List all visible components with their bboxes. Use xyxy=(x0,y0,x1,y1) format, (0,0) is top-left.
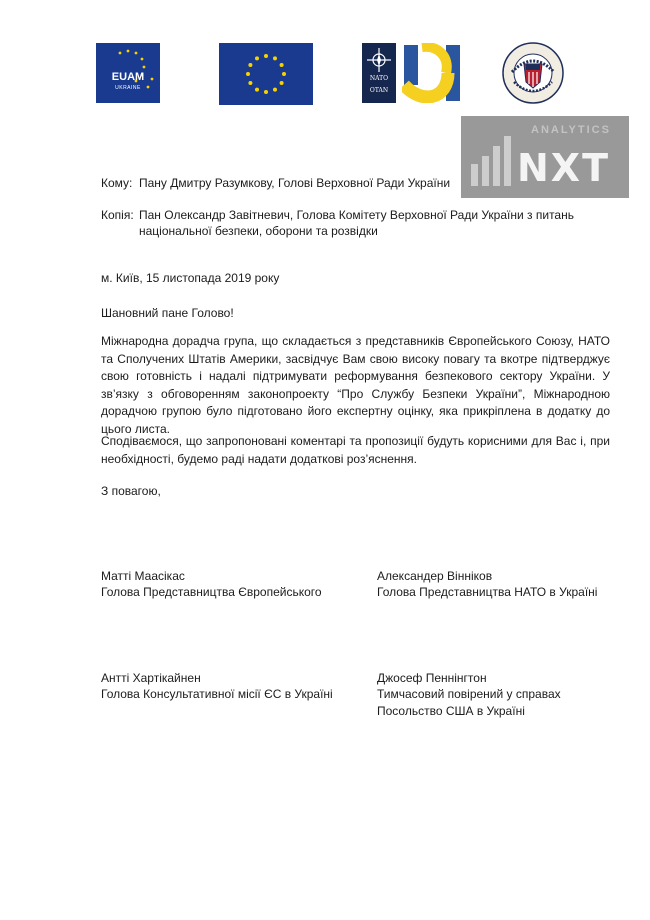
us-embassy-seal xyxy=(502,42,564,104)
signatory-title: Голова Представництва Європейського xyxy=(101,585,322,599)
euam-sub: UKRAINE xyxy=(115,85,141,91)
bar-chart-icon xyxy=(461,116,521,198)
euam-logo xyxy=(96,43,160,103)
ukraine-house-logo xyxy=(402,43,464,103)
cc-label: Копія: xyxy=(101,208,134,222)
eu-stars-icon xyxy=(219,43,313,105)
cc-line-1: Пан Олександр Завітневич, Голова Комітету Верховної Ради України з питань xyxy=(139,208,574,222)
body-paragraph-2: Сподіваємося, що запропоновані коментарі та пропозиції будуть корисними для Вас і, при необхідності, будемо раді надати додаткові роз’яснення. xyxy=(101,434,610,466)
nxt-watermark xyxy=(461,116,629,198)
watermark-big-text: NXT xyxy=(517,146,611,190)
watermark-small-text: ANALYTICS xyxy=(531,124,611,136)
signatory-title-2: Посольство США в Україні xyxy=(377,704,525,718)
to-label: Кому: xyxy=(101,176,133,190)
eu-flag-logo xyxy=(219,43,313,105)
signatory-name: Александер Вінніков xyxy=(377,569,493,583)
closing: З повагою, xyxy=(101,484,161,498)
cc-line-2: національної безпеки, оборони та розвідки xyxy=(139,224,378,238)
nato-label: NATO xyxy=(369,75,389,82)
date-line: м. Київ, 15 листопада 2019 року xyxy=(101,271,280,285)
nato-compass-icon xyxy=(362,45,396,75)
signatory-name: Антті Хартікайнен xyxy=(101,671,201,685)
house-emblem-icon xyxy=(402,43,464,103)
salutation: Шановний пане Голово! xyxy=(101,306,234,320)
us-seal-icon xyxy=(502,42,564,104)
otan-label: OTAN xyxy=(369,87,389,94)
body-paragraph-1: Міжнародна дорадча група, що складається з представників Європейського Союзу, НАТО та Сполучених Штатів Америки, засвідчує Вам свою високу повагу та вкотре підтверджує свою готовність і надалі підтримувати реформування безпекового сектору України. У зв’язку з обговоренням законопроекту “Про Службу Безпеки України”, Міжнародною дорадчою групою було підготовано його експертну оцінку, яка прикріплена в додатку до цього листа. xyxy=(101,334,610,436)
nato-logo xyxy=(362,43,396,103)
signatory-title: Голова Представництва НАТО в Україні xyxy=(377,585,598,599)
euam-name: EUAM xyxy=(111,71,145,83)
signatory-title: Тимчасовий повірений у справах xyxy=(377,687,561,701)
signatory-name: Матті Маасікас xyxy=(101,569,185,583)
to-text: Пану Дмитру Разумкову, Голові Верховної Ради України xyxy=(139,176,451,190)
signatory-name: Джосеф Пеннінгтон xyxy=(377,671,487,685)
signatory-title: Голова Консультативної місії ЄС в Україні xyxy=(101,687,333,701)
